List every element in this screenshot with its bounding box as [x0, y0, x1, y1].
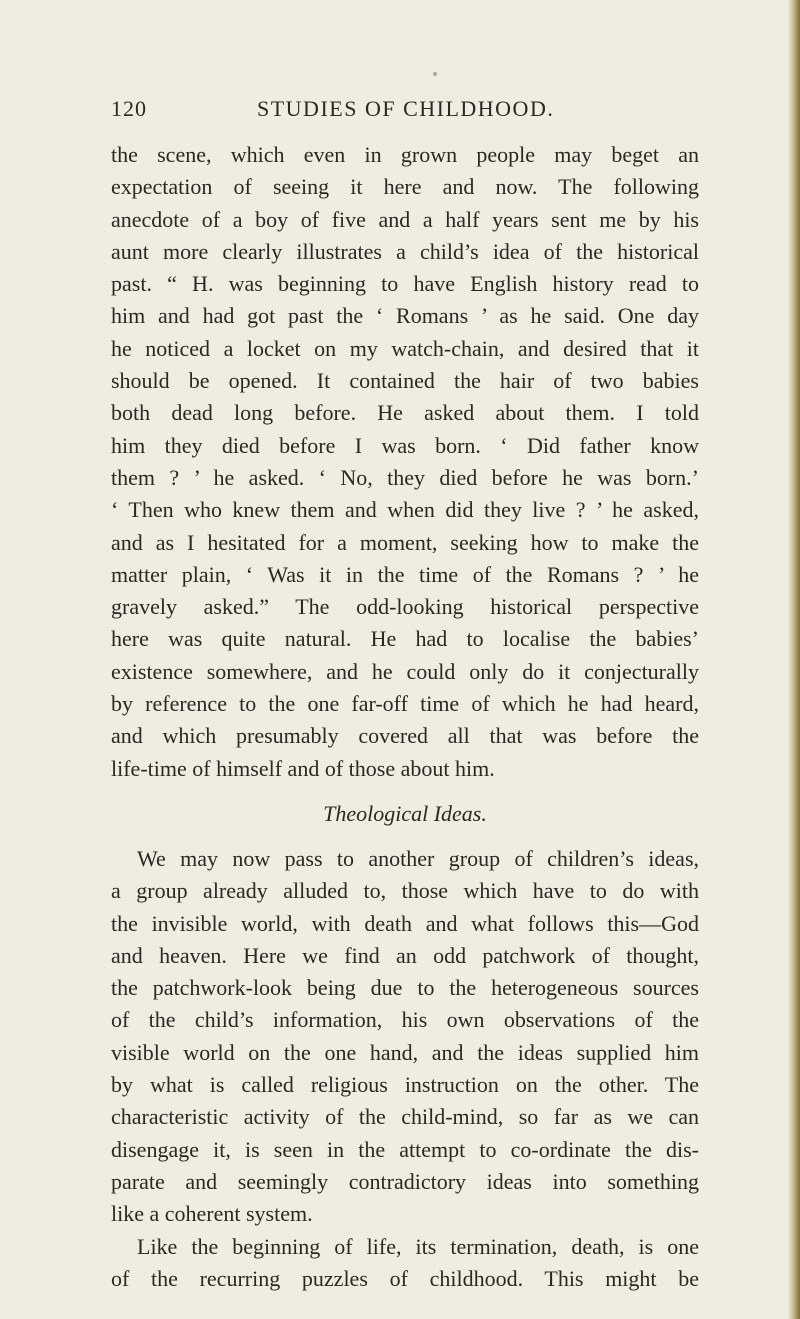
running-title: STUDIES OF CHILDHOOD. [257, 96, 555, 121]
text-line: by reference to the one far-off time of which he had heard, [111, 691, 699, 717]
text-line: both dead long before. He asked about them. I told [111, 400, 699, 426]
text-line: like a coherent system. [111, 1201, 313, 1227]
text-line: ‘ Then who knew them and when did they live ? ’ he asked, [111, 497, 699, 523]
paragraph-death-puzzle [111, 1231, 699, 1296]
text-line: the invisible world, with death and what follows this—God [111, 910, 699, 936]
text-line: gravely asked.” The odd-looking historical perspective [111, 594, 699, 620]
text-line: the scene, which even in grown people may beget an [111, 142, 699, 167]
text-line: he noticed a locket on my watch-chain, and desired that it [111, 335, 699, 361]
text-line: and which presumably covered all that was before the [111, 723, 699, 749]
body-text [111, 139, 699, 1295]
text-line: characteristic activity of the child-mind, so far as we can [111, 1104, 699, 1130]
section-heading: Theological Ideas. [323, 800, 487, 826]
text-line: past. “ H. was beginning to have English history read to [111, 271, 699, 297]
text-line: matter plain, ‘ Was it in the time of the Romans ? ’ he [111, 561, 699, 587]
page-edge-shadow [788, 0, 800, 1319]
text-line: them ? ’ he asked. ‘ No, they died before he was born.’ [111, 464, 699, 490]
paragraph-theological-ideas [111, 843, 699, 1231]
text-line: and heaven. Here we find an odd patchwork of thought, [111, 942, 699, 968]
text-line: expectation of seeing it here and now. The following [111, 174, 699, 200]
text-line: the patchwork-look being due to the heterogeneous sources [111, 975, 699, 1001]
text-line: existence somewhere, and he could only do it conjecturally [111, 658, 699, 684]
page-number: 120 [111, 96, 147, 121]
text-line: and as I hesitated for a moment, seeking how to make the [111, 529, 699, 555]
scan-speck [433, 72, 437, 76]
text-line: him they died before I was born. ‘ Did father know [111, 432, 699, 458]
text-line: visible world on the one hand, and the ideas supplied him [111, 1039, 699, 1065]
text-line: anecdote of a boy of five and a half years sent me by his [111, 206, 699, 232]
text-line: life-time of himself and of those about him. [111, 755, 495, 781]
text-line: a group already alluded to, those which have to do with [111, 878, 699, 904]
text-line: by what is called religious instruction on the other. The [111, 1072, 699, 1098]
text-line: disengage it, is seen in the attempt to co-ordinate the dis- [111, 1136, 699, 1162]
text-line: him and had got past the ‘ Romans ’ as he said. One day [111, 303, 699, 329]
running-head [111, 96, 699, 126]
text-line: should be opened. It contained the hair of two babies [111, 368, 699, 394]
text-line: of the child’s information, his own observations of the [111, 1007, 699, 1033]
text-line: here was quite natural. He had to localise the babies’ [111, 626, 699, 652]
text-line: aunt more clearly illustrates a child’s idea of the historical [111, 238, 699, 264]
text-line: We may now pass to another group of children’s ideas, [137, 845, 699, 871]
paragraph-historical-past [111, 139, 699, 785]
text-line: of the recurring puzzles of childhood. This might be [111, 1265, 699, 1291]
text-line: Like the beginning of life, its termination, death, is one [137, 1233, 699, 1259]
text-line: parate and seemingly contradictory ideas into something [111, 1168, 699, 1194]
